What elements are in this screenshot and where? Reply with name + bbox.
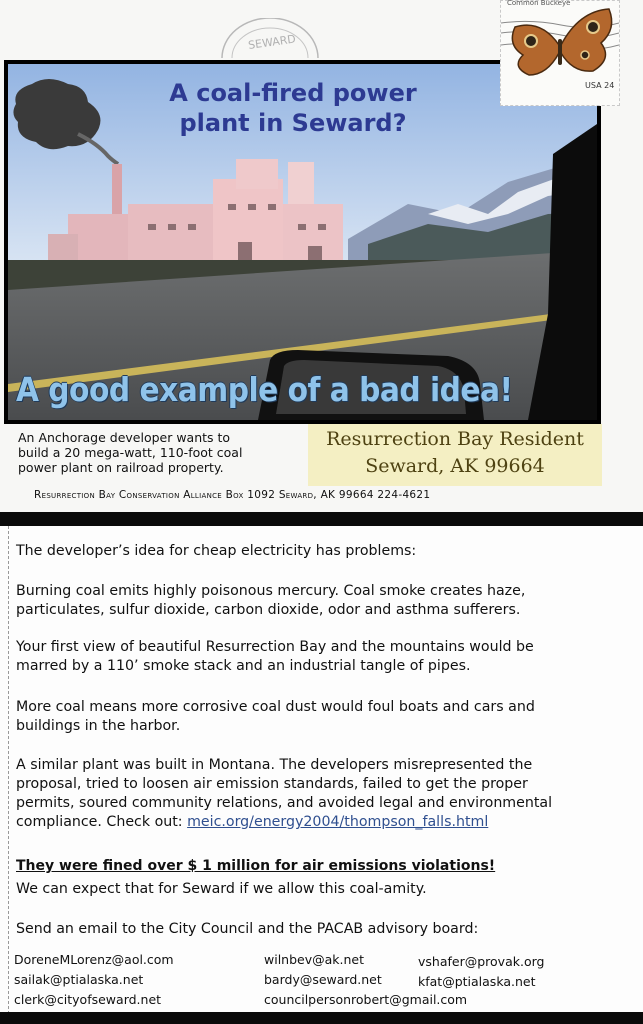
developer-line-1: An Anchorage developer wants to xyxy=(18,430,231,445)
stamp-caption: Common Buckeye xyxy=(507,0,571,7)
paragraph-montana-line-1: A similar plant was built in Montana. The developers misrepresented the xyxy=(16,757,533,773)
address-line-2: Seward, AK 99664 xyxy=(365,455,545,477)
paragraph-mercury xyxy=(16,582,636,620)
headline-line-1: A coal-fired power xyxy=(169,79,417,107)
paragraph-montana-line-4 xyxy=(16,813,636,832)
postmark-text: SEWARD xyxy=(247,32,297,52)
bottom-bar xyxy=(0,1012,643,1024)
address-line-1: Resurrection Bay Resident xyxy=(326,428,584,450)
intro-text: The developer’s idea for cheap electricity has problems: xyxy=(16,543,417,559)
expect-text: We can expect that for Seward if we allow this coal-amity. xyxy=(16,881,427,897)
paragraph-coal-dust-line-1: More coal means more corrosive coal dust would foul boats and cars and xyxy=(16,699,535,715)
check-out-label: compliance. Check out: xyxy=(16,814,188,830)
email-vshafer[interactable]: vshafer@provak.org xyxy=(418,954,545,969)
paragraph-view-line-1: Your first view of beautiful Resurrection Bay and the mountains would be xyxy=(16,639,534,655)
stamp-price: USA 24 xyxy=(585,81,615,90)
paragraph-montana xyxy=(16,756,636,832)
paragraph-mercury-line-2: particulates, sulfur dioxide, carbon dioxide, odor and asthma sufferers. xyxy=(16,602,521,618)
fined-warning: They were fined over $ 1 million for air emissions violations! xyxy=(16,858,496,874)
paragraph-view-line-2: marred by a 110’ smoke stack and an industrial tangle of pipes. xyxy=(16,658,471,674)
thompson-falls-link[interactable]: meic.org/energy2004/thompson_falls.html xyxy=(187,814,489,830)
headline-line-2: plant in Seward? xyxy=(179,109,407,137)
email-clerk[interactable]: clerk@cityofseward.net xyxy=(14,992,162,1007)
developer-line-2: build a 20 mega-watt, 110-foot coal xyxy=(18,445,243,460)
paragraph-view xyxy=(16,638,636,676)
postmark xyxy=(218,18,322,60)
send-email-text: Send an email to the City Council and the PACAB advisory board: xyxy=(16,921,479,937)
developer-line-3: power plant on railroad property. xyxy=(18,460,224,475)
dashed-border xyxy=(8,526,11,1014)
email-sailak[interactable]: sailak@ptialaska.net xyxy=(14,972,144,987)
sender-footer: Resurrection Bay Conservation Alliance Box 1092 Seward, AK 99664 224-4621 xyxy=(34,489,431,501)
paragraph-montana-line-2: proposal, tried to loosen air emission standards, failed to get the proper xyxy=(16,776,528,792)
email-dorene[interactable]: DoreneMLorenz@aol.com xyxy=(14,952,174,967)
postcard-back xyxy=(0,526,643,1024)
email-bardy[interactable]: bardy@seward.net xyxy=(264,972,382,987)
headline xyxy=(158,78,428,138)
power-plant-photo xyxy=(4,60,601,424)
email-wilnbev[interactable]: wilnbev@ak.net xyxy=(264,952,364,967)
paragraph-coal-dust xyxy=(16,698,636,736)
paragraph-montana-line-3: permits, soured community relations, and avoided legal and environmental xyxy=(16,795,553,811)
email-kfat[interactable]: kfat@ptialaska.net xyxy=(418,974,536,989)
paragraph-coal-dust-line-2: buildings in the harbor. xyxy=(16,718,181,734)
tagline: A good example of a bad idea! xyxy=(16,370,513,409)
email-councilpersonrobert[interactable]: councilpersonrobert@gmail.com xyxy=(264,992,468,1007)
butterfly-stamp xyxy=(500,0,620,106)
developer-description xyxy=(18,430,308,475)
recipient-address xyxy=(308,424,602,486)
divider xyxy=(0,512,643,526)
paragraph-mercury-line-1: Burning coal emits highly poisonous mercury. Coal smoke creates haze, xyxy=(16,583,526,599)
